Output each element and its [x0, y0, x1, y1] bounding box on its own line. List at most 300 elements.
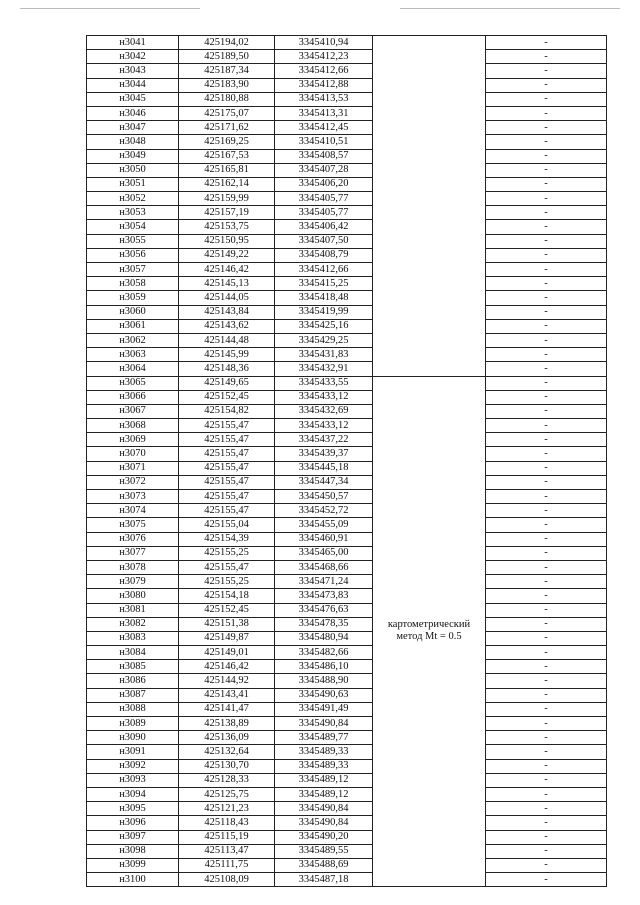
table-row [87, 745, 607, 759]
point-name-cell: н3073 [87, 490, 179, 504]
x-coordinate-cell: 425121,23 [179, 802, 275, 816]
table-row [87, 447, 607, 461]
y-coordinate-cell: 3345413,31 [275, 106, 373, 120]
y-coordinate-cell: 3345490,84 [275, 717, 373, 731]
accuracy-cell: - [486, 688, 607, 702]
table-row [87, 92, 607, 106]
accuracy-cell: - [486, 135, 607, 149]
accuracy-cell: - [486, 773, 607, 787]
x-coordinate-cell: 425155,47 [179, 433, 275, 447]
accuracy-cell: - [486, 92, 607, 106]
x-coordinate-cell: 425155,47 [179, 447, 275, 461]
method-cell [373, 36, 486, 377]
table-row [87, 731, 607, 745]
table-row [87, 717, 607, 731]
point-name-cell: н3049 [87, 149, 179, 163]
accuracy-cell: - [486, 50, 607, 64]
y-coordinate-cell: 3345468,66 [275, 560, 373, 574]
table-row [87, 220, 607, 234]
point-name-cell: н3044 [87, 78, 179, 92]
method-line-1: картометрический [387, 619, 471, 631]
table-row [87, 702, 607, 716]
accuracy-cell: - [486, 504, 607, 518]
y-coordinate-cell: 3345413,53 [275, 92, 373, 106]
point-name-cell: н3065 [87, 376, 179, 390]
accuracy-cell: - [486, 362, 607, 376]
x-coordinate-cell: 425194,02 [179, 36, 275, 50]
y-coordinate-cell: 3345490,84 [275, 816, 373, 830]
table-row [87, 873, 607, 887]
x-coordinate-cell: 425154,82 [179, 404, 275, 418]
point-name-cell: н3042 [87, 50, 179, 64]
x-coordinate-cell: 425155,47 [179, 490, 275, 504]
accuracy-cell: - [486, 745, 607, 759]
x-coordinate-cell: 425155,47 [179, 475, 275, 489]
point-name-cell: н3067 [87, 404, 179, 418]
point-name-cell: н3063 [87, 348, 179, 362]
point-name-cell: н3058 [87, 277, 179, 291]
x-coordinate-cell: 425144,05 [179, 291, 275, 305]
y-coordinate-cell: 3345439,37 [275, 447, 373, 461]
accuracy-cell: - [486, 163, 607, 177]
y-coordinate-cell: 3345489,33 [275, 745, 373, 759]
y-coordinate-cell: 3345407,28 [275, 163, 373, 177]
x-coordinate-cell: 425118,43 [179, 816, 275, 830]
accuracy-cell: - [486, 433, 607, 447]
accuracy-cell: - [486, 319, 607, 333]
table-row [87, 36, 607, 50]
header-scan-mark [400, 8, 620, 9]
x-coordinate-cell: 425146,42 [179, 263, 275, 277]
point-name-cell: н3078 [87, 560, 179, 574]
y-coordinate-cell: 3345415,25 [275, 277, 373, 291]
table-row [87, 787, 607, 801]
y-coordinate-cell: 3345412,66 [275, 263, 373, 277]
x-coordinate-cell: 425132,64 [179, 745, 275, 759]
accuracy-cell: - [486, 589, 607, 603]
coordinates-table-body [87, 36, 607, 887]
y-coordinate-cell: 3345450,57 [275, 490, 373, 504]
point-name-cell: н3055 [87, 234, 179, 248]
table-row [87, 589, 607, 603]
accuracy-cell: - [486, 546, 607, 560]
table-row [87, 504, 607, 518]
table-row [87, 206, 607, 220]
point-name-cell: н3045 [87, 92, 179, 106]
accuracy-cell: - [486, 858, 607, 872]
accuracy-cell: - [486, 234, 607, 248]
point-name-cell: н3093 [87, 773, 179, 787]
point-name-cell: н3053 [87, 206, 179, 220]
y-coordinate-cell: 3345490,84 [275, 802, 373, 816]
x-coordinate-cell: 425143,84 [179, 305, 275, 319]
accuracy-cell: - [486, 603, 607, 617]
table-row [87, 277, 607, 291]
accuracy-cell: - [486, 844, 607, 858]
x-coordinate-cell: 425180,88 [179, 92, 275, 106]
accuracy-cell: - [486, 149, 607, 163]
x-coordinate-cell: 425150,95 [179, 234, 275, 248]
table-row [87, 560, 607, 574]
point-name-cell: н3061 [87, 319, 179, 333]
table-row [87, 163, 607, 177]
accuracy-cell: - [486, 631, 607, 645]
y-coordinate-cell: 3345410,94 [275, 36, 373, 50]
x-coordinate-cell: 425149,65 [179, 376, 275, 390]
point-name-cell: н3041 [87, 36, 179, 50]
accuracy-cell: - [486, 376, 607, 390]
y-coordinate-cell: 3345408,57 [275, 149, 373, 163]
x-coordinate-cell: 425169,25 [179, 135, 275, 149]
accuracy-cell: - [486, 419, 607, 433]
table-row [87, 291, 607, 305]
method-line-2: метод Mt = 0.5 [396, 631, 462, 643]
y-coordinate-cell: 3345412,23 [275, 50, 373, 64]
accuracy-cell: - [486, 248, 607, 262]
accuracy-cell: - [486, 277, 607, 291]
table-row [87, 802, 607, 816]
point-name-cell: н3092 [87, 759, 179, 773]
y-coordinate-cell: 3345489,12 [275, 773, 373, 787]
point-name-cell: н3096 [87, 816, 179, 830]
accuracy-cell: - [486, 121, 607, 135]
table-row [87, 149, 607, 163]
accuracy-cell: - [486, 263, 607, 277]
table-row [87, 390, 607, 404]
x-coordinate-cell: 425155,47 [179, 560, 275, 574]
y-coordinate-cell: 3345437,22 [275, 433, 373, 447]
table-row [87, 305, 607, 319]
accuracy-cell: - [486, 447, 607, 461]
x-coordinate-cell: 425155,47 [179, 461, 275, 475]
table-row [87, 575, 607, 589]
y-coordinate-cell: 3345406,42 [275, 220, 373, 234]
x-coordinate-cell: 425144,92 [179, 674, 275, 688]
accuracy-cell: - [486, 78, 607, 92]
coordinates-table [86, 35, 607, 887]
accuracy-cell: - [486, 674, 607, 688]
y-coordinate-cell: 3345447,34 [275, 475, 373, 489]
table-row [87, 348, 607, 362]
accuracy-cell: - [486, 36, 607, 50]
point-name-cell: н3071 [87, 461, 179, 475]
accuracy-cell: - [486, 348, 607, 362]
y-coordinate-cell: 3345489,33 [275, 759, 373, 773]
x-coordinate-cell: 425145,99 [179, 348, 275, 362]
y-coordinate-cell: 3345433,12 [275, 419, 373, 433]
x-coordinate-cell: 425155,25 [179, 575, 275, 589]
table-row [87, 50, 607, 64]
x-coordinate-cell: 425171,62 [179, 121, 275, 135]
point-name-cell: н3059 [87, 291, 179, 305]
x-coordinate-cell: 425167,53 [179, 149, 275, 163]
point-name-cell: н3052 [87, 192, 179, 206]
x-coordinate-cell: 425154,18 [179, 589, 275, 603]
y-coordinate-cell: 3345460,91 [275, 532, 373, 546]
table-row [87, 617, 607, 631]
table-row [87, 646, 607, 660]
accuracy-cell: - [486, 646, 607, 660]
x-coordinate-cell: 425154,39 [179, 532, 275, 546]
point-name-cell: н3056 [87, 248, 179, 262]
accuracy-cell: - [486, 490, 607, 504]
point-name-cell: н3062 [87, 333, 179, 347]
point-name-cell: н3075 [87, 518, 179, 532]
accuracy-cell: - [486, 390, 607, 404]
table-row [87, 816, 607, 830]
x-coordinate-cell: 425125,75 [179, 787, 275, 801]
y-coordinate-cell: 3345489,12 [275, 787, 373, 801]
y-coordinate-cell: 3345412,45 [275, 121, 373, 135]
accuracy-cell: - [486, 816, 607, 830]
x-coordinate-cell: 425155,47 [179, 504, 275, 518]
y-coordinate-cell: 3345452,72 [275, 504, 373, 518]
point-name-cell: н3064 [87, 362, 179, 376]
accuracy-cell: - [486, 873, 607, 887]
point-name-cell: н3089 [87, 717, 179, 731]
table-row [87, 660, 607, 674]
accuracy-cell: - [486, 192, 607, 206]
y-coordinate-cell: 3345488,90 [275, 674, 373, 688]
table-row [87, 674, 607, 688]
table-row [87, 78, 607, 92]
y-coordinate-cell: 3345412,88 [275, 78, 373, 92]
point-name-cell: н3046 [87, 106, 179, 120]
x-coordinate-cell: 425108,09 [179, 873, 275, 887]
y-coordinate-cell: 3345473,83 [275, 589, 373, 603]
y-coordinate-cell: 3345478,35 [275, 617, 373, 631]
x-coordinate-cell: 425159,99 [179, 192, 275, 206]
accuracy-cell: - [486, 759, 607, 773]
point-name-cell: н3090 [87, 731, 179, 745]
point-name-cell: н3099 [87, 858, 179, 872]
point-name-cell: н3079 [87, 575, 179, 589]
y-coordinate-cell: 3345429,25 [275, 333, 373, 347]
x-coordinate-cell: 425151,38 [179, 617, 275, 631]
point-name-cell: н3076 [87, 532, 179, 546]
x-coordinate-cell: 425136,09 [179, 731, 275, 745]
table-row [87, 844, 607, 858]
x-coordinate-cell: 425148,36 [179, 362, 275, 376]
point-name-cell: н3048 [87, 135, 179, 149]
table-row [87, 603, 607, 617]
point-name-cell: н3054 [87, 220, 179, 234]
table-row [87, 135, 607, 149]
point-name-cell: н3050 [87, 163, 179, 177]
table-row [87, 759, 607, 773]
x-coordinate-cell: 425155,25 [179, 546, 275, 560]
point-name-cell: н3051 [87, 177, 179, 191]
point-name-cell: н3082 [87, 617, 179, 631]
accuracy-cell: - [486, 830, 607, 844]
accuracy-cell: - [486, 660, 607, 674]
point-name-cell: н3095 [87, 802, 179, 816]
accuracy-cell: - [486, 64, 607, 78]
accuracy-cell: - [486, 532, 607, 546]
x-coordinate-cell: 425183,90 [179, 78, 275, 92]
x-coordinate-cell: 425162,14 [179, 177, 275, 191]
table-row [87, 475, 607, 489]
accuracy-cell: - [486, 305, 607, 319]
point-name-cell: н3074 [87, 504, 179, 518]
y-coordinate-cell: 3345432,91 [275, 362, 373, 376]
point-name-cell: н3069 [87, 433, 179, 447]
x-coordinate-cell: 425138,89 [179, 717, 275, 731]
y-coordinate-cell: 3345433,12 [275, 390, 373, 404]
point-name-cell: н3086 [87, 674, 179, 688]
accuracy-cell: - [486, 802, 607, 816]
y-coordinate-cell: 3345489,55 [275, 844, 373, 858]
point-name-cell: н3100 [87, 873, 179, 887]
y-coordinate-cell: 3345445,18 [275, 461, 373, 475]
y-coordinate-cell: 3345490,20 [275, 830, 373, 844]
header-scan-mark [20, 8, 200, 9]
x-coordinate-cell: 425175,07 [179, 106, 275, 120]
accuracy-cell: - [486, 177, 607, 191]
point-name-cell: н3077 [87, 546, 179, 560]
y-coordinate-cell: 3345487,18 [275, 873, 373, 887]
table-row [87, 404, 607, 418]
x-coordinate-cell: 425144,48 [179, 333, 275, 347]
accuracy-cell: - [486, 206, 607, 220]
point-name-cell: н3098 [87, 844, 179, 858]
x-coordinate-cell: 425149,87 [179, 631, 275, 645]
table-row [87, 858, 607, 872]
x-coordinate-cell: 425149,22 [179, 248, 275, 262]
table-row [87, 433, 607, 447]
table-row [87, 419, 607, 433]
y-coordinate-cell: 3345405,77 [275, 192, 373, 206]
point-name-cell: н3047 [87, 121, 179, 135]
x-coordinate-cell: 425115,19 [179, 830, 275, 844]
table-row [87, 532, 607, 546]
x-coordinate-cell: 425145,13 [179, 277, 275, 291]
x-coordinate-cell: 425152,45 [179, 603, 275, 617]
accuracy-cell: - [486, 461, 607, 475]
table-row [87, 106, 607, 120]
x-coordinate-cell: 425111,75 [179, 858, 275, 872]
y-coordinate-cell: 3345405,77 [275, 206, 373, 220]
y-coordinate-cell: 3345407,50 [275, 234, 373, 248]
x-coordinate-cell: 425155,04 [179, 518, 275, 532]
y-coordinate-cell: 3345471,24 [275, 575, 373, 589]
accuracy-cell: - [486, 617, 607, 631]
y-coordinate-cell: 3345482,66 [275, 646, 373, 660]
y-coordinate-cell: 3345412,66 [275, 64, 373, 78]
x-coordinate-cell: 425146,42 [179, 660, 275, 674]
x-coordinate-cell: 425130,70 [179, 759, 275, 773]
accuracy-cell: - [486, 475, 607, 489]
point-name-cell: н3087 [87, 688, 179, 702]
point-name-cell: н3085 [87, 660, 179, 674]
point-name-cell: н3043 [87, 64, 179, 78]
table-row [87, 490, 607, 504]
table-row [87, 319, 607, 333]
y-coordinate-cell: 3345433,55 [275, 376, 373, 390]
x-coordinate-cell: 425113,47 [179, 844, 275, 858]
point-name-cell: н3080 [87, 589, 179, 603]
accuracy-cell: - [486, 560, 607, 574]
point-name-cell: н3088 [87, 702, 179, 716]
x-coordinate-cell: 425189,50 [179, 50, 275, 64]
table-row [87, 376, 607, 390]
table-row [87, 362, 607, 376]
y-coordinate-cell: 3345491,49 [275, 702, 373, 716]
x-coordinate-cell: 425153,75 [179, 220, 275, 234]
accuracy-cell: - [486, 717, 607, 731]
table-row [87, 64, 607, 78]
table-row [87, 248, 607, 262]
accuracy-cell: - [486, 731, 607, 745]
point-name-cell: н3072 [87, 475, 179, 489]
table-row [87, 830, 607, 844]
y-coordinate-cell: 3345476,63 [275, 603, 373, 617]
point-name-cell: н3094 [87, 787, 179, 801]
x-coordinate-cell: 425187,34 [179, 64, 275, 78]
point-name-cell: н3060 [87, 305, 179, 319]
y-coordinate-cell: 3345431,83 [275, 348, 373, 362]
table-row [87, 461, 607, 475]
table-row [87, 263, 607, 277]
table-row [87, 546, 607, 560]
point-name-cell: н3091 [87, 745, 179, 759]
y-coordinate-cell: 3345480,94 [275, 631, 373, 645]
y-coordinate-cell: 3345419,99 [275, 305, 373, 319]
x-coordinate-cell: 425128,33 [179, 773, 275, 787]
x-coordinate-cell: 425141,47 [179, 702, 275, 716]
accuracy-cell: - [486, 518, 607, 532]
accuracy-cell: - [486, 291, 607, 305]
y-coordinate-cell: 3345418,48 [275, 291, 373, 305]
x-coordinate-cell: 425155,47 [179, 419, 275, 433]
point-name-cell: н3084 [87, 646, 179, 660]
y-coordinate-cell: 3345410,51 [275, 135, 373, 149]
table-row [87, 192, 607, 206]
point-name-cell: н3068 [87, 419, 179, 433]
point-name-cell: н3097 [87, 830, 179, 844]
y-coordinate-cell: 3345490,63 [275, 688, 373, 702]
accuracy-cell: - [486, 787, 607, 801]
table-row [87, 333, 607, 347]
y-coordinate-cell: 3345489,77 [275, 731, 373, 745]
y-coordinate-cell: 3345486,10 [275, 660, 373, 674]
y-coordinate-cell: 3345425,16 [275, 319, 373, 333]
x-coordinate-cell: 425143,62 [179, 319, 275, 333]
table-row [87, 177, 607, 191]
point-name-cell: н3070 [87, 447, 179, 461]
x-coordinate-cell: 425157,19 [179, 206, 275, 220]
y-coordinate-cell: 3345408,79 [275, 248, 373, 262]
accuracy-cell: - [486, 575, 607, 589]
accuracy-cell: - [486, 106, 607, 120]
table-row [87, 631, 607, 645]
point-name-cell: н3083 [87, 631, 179, 645]
x-coordinate-cell: 425143,41 [179, 688, 275, 702]
point-name-cell: н3081 [87, 603, 179, 617]
y-coordinate-cell: 3345455,09 [275, 518, 373, 532]
x-coordinate-cell: 425152,45 [179, 390, 275, 404]
table-row [87, 234, 607, 248]
table-row [87, 121, 607, 135]
accuracy-cell: - [486, 220, 607, 234]
accuracy-cell: - [486, 333, 607, 347]
method-cell [373, 376, 486, 887]
y-coordinate-cell: 3345432,69 [275, 404, 373, 418]
y-coordinate-cell: 3345465,00 [275, 546, 373, 560]
point-name-cell: н3066 [87, 390, 179, 404]
y-coordinate-cell: 3345488,69 [275, 858, 373, 872]
accuracy-cell: - [486, 702, 607, 716]
